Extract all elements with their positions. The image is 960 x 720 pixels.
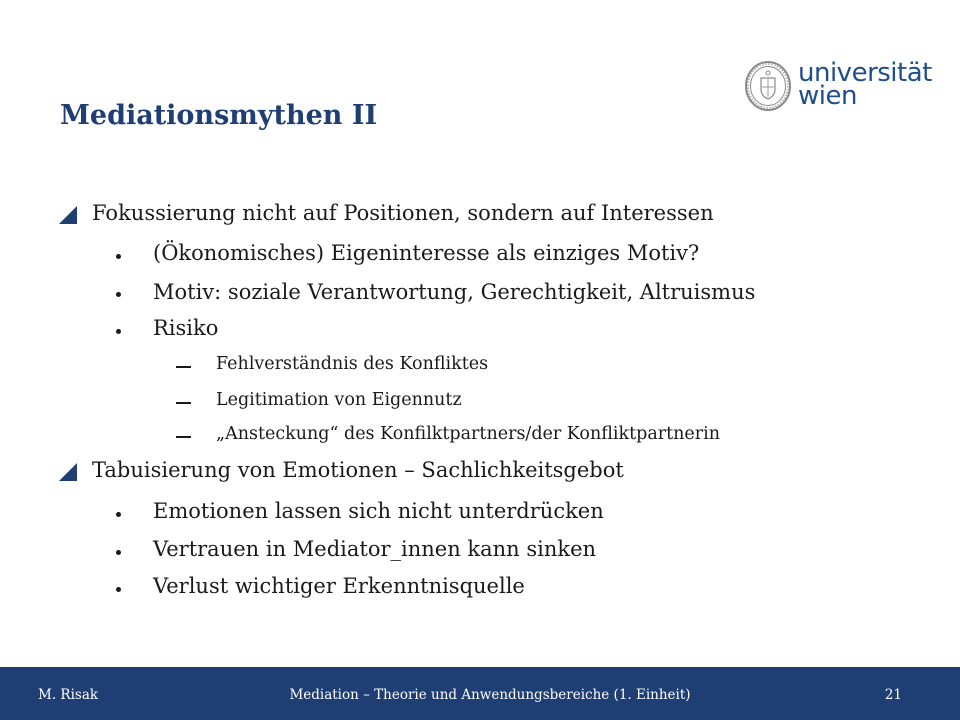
bullet-item: Emotionen lassen sich nicht unterdrücken xyxy=(153,499,604,523)
bullet-item: Motiv: soziale Verantwortung, Gerechtigkeit, Altruismus xyxy=(153,280,756,304)
slide-footer xyxy=(0,667,960,720)
bullet-dot-icon xyxy=(116,550,121,555)
footer-author: M. Risak xyxy=(38,687,99,703)
section-bullet-triangle-icon xyxy=(59,463,77,481)
bullet-dot-icon xyxy=(116,587,121,592)
section-heading-1: Fokussierung nicht auf Positionen, sondern auf Interessen xyxy=(92,201,714,225)
bullet-item: Verlust wichtiger Erkenntnisquelle xyxy=(153,574,525,598)
logo-wordmark xyxy=(798,58,932,111)
sub-bullet-item: „Ansteckung“ des Konfilktpartners/der Konfliktpartnerin xyxy=(216,424,721,444)
page-number: 21 xyxy=(884,687,902,703)
logo-line-1: universität xyxy=(798,58,932,88)
bullet-item: (Ökonomisches) Eigeninteresse als einziges Motiv? xyxy=(153,241,700,265)
university-seal-icon xyxy=(744,60,792,112)
section-heading-2: Tabuisierung von Emotionen – Sachlichkeitsgebot xyxy=(92,458,624,482)
slide-title: Mediationsmythen II xyxy=(60,100,378,131)
bullet-dot-icon xyxy=(116,292,121,297)
sub-bullet-item: Fehlverständnis des Konfliktes xyxy=(216,354,489,374)
bullet-item: Risiko xyxy=(153,316,219,340)
sub-bullet-dash-icon xyxy=(176,366,191,368)
university-logo xyxy=(744,58,932,112)
bullet-item: Vertrauen in Mediator_innen kann sinken xyxy=(153,537,597,561)
footer-course-title: Mediation – Theorie und Anwendungsbereiche (1. Einheit) xyxy=(289,687,691,703)
bullet-dot-icon xyxy=(116,329,121,334)
section-bullet-triangle-icon xyxy=(59,206,77,224)
sub-bullet-dash-icon xyxy=(176,436,191,438)
bullet-dot-icon xyxy=(116,254,121,259)
sub-bullet-item: Legitimation von Eigennutz xyxy=(216,390,462,410)
bullet-dot-icon xyxy=(116,512,121,517)
sub-bullet-dash-icon xyxy=(176,402,191,404)
logo-line-2: wien xyxy=(798,81,857,111)
